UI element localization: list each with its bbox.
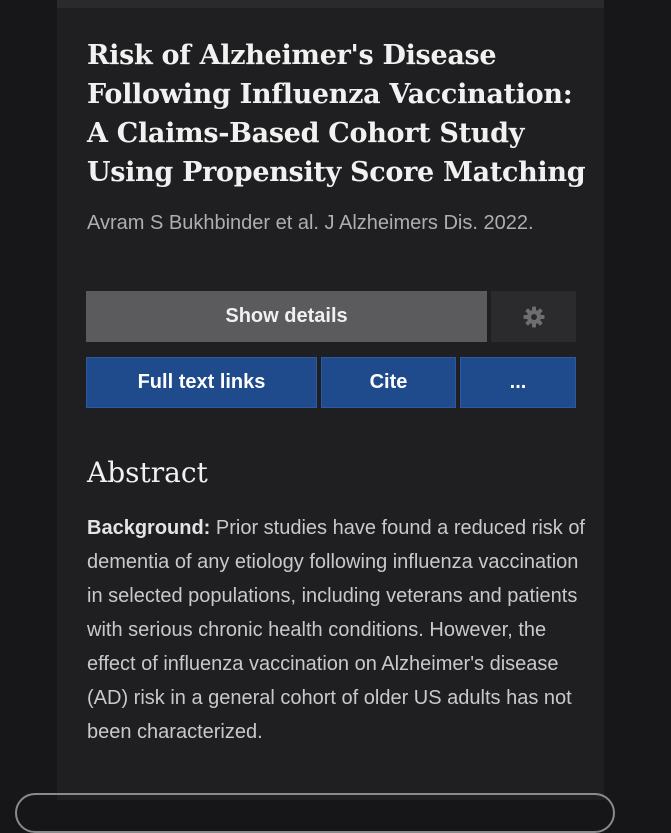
outer-background-left: [0, 0, 57, 800]
show-details-button[interactable]: Show details: [86, 291, 487, 342]
bottom-toolbar-pill[interactable]: [15, 793, 615, 833]
abstract-background-label: Background:: [87, 517, 211, 539]
more-actions-button[interactable]: ...: [460, 357, 576, 408]
abstract-heading: Abstract: [87, 456, 208, 489]
abstract-background-paragraph: [87, 511, 587, 749]
article-citation: Avram S Bukhbinder et al. J Alzheimers Dis. 2022.: [87, 212, 534, 234]
header-strip: [57, 0, 604, 8]
outer-background-right: [604, 0, 671, 800]
gear-icon: [522, 305, 546, 329]
abstract-background-text: Prior studies have found a reduced risk of dementia of any etiology following influenza vaccination in selected populations, including veterans and patients with serious chronic health conditions. However, the effect of influenza vaccination on Alzheimer's disease (AD) risk in a general cohort of older US adults has not been characterized.: [87, 517, 585, 743]
display-settings-button[interactable]: [491, 291, 576, 342]
full-text-links-button[interactable]: Full text links: [86, 357, 317, 408]
article-title: Risk of Alzheimer's Disease Following Influenza Vaccination: A Claims-Based Cohort Study Using Propensity Score Matching: [87, 40, 586, 188]
cite-button[interactable]: Cite: [321, 357, 456, 408]
